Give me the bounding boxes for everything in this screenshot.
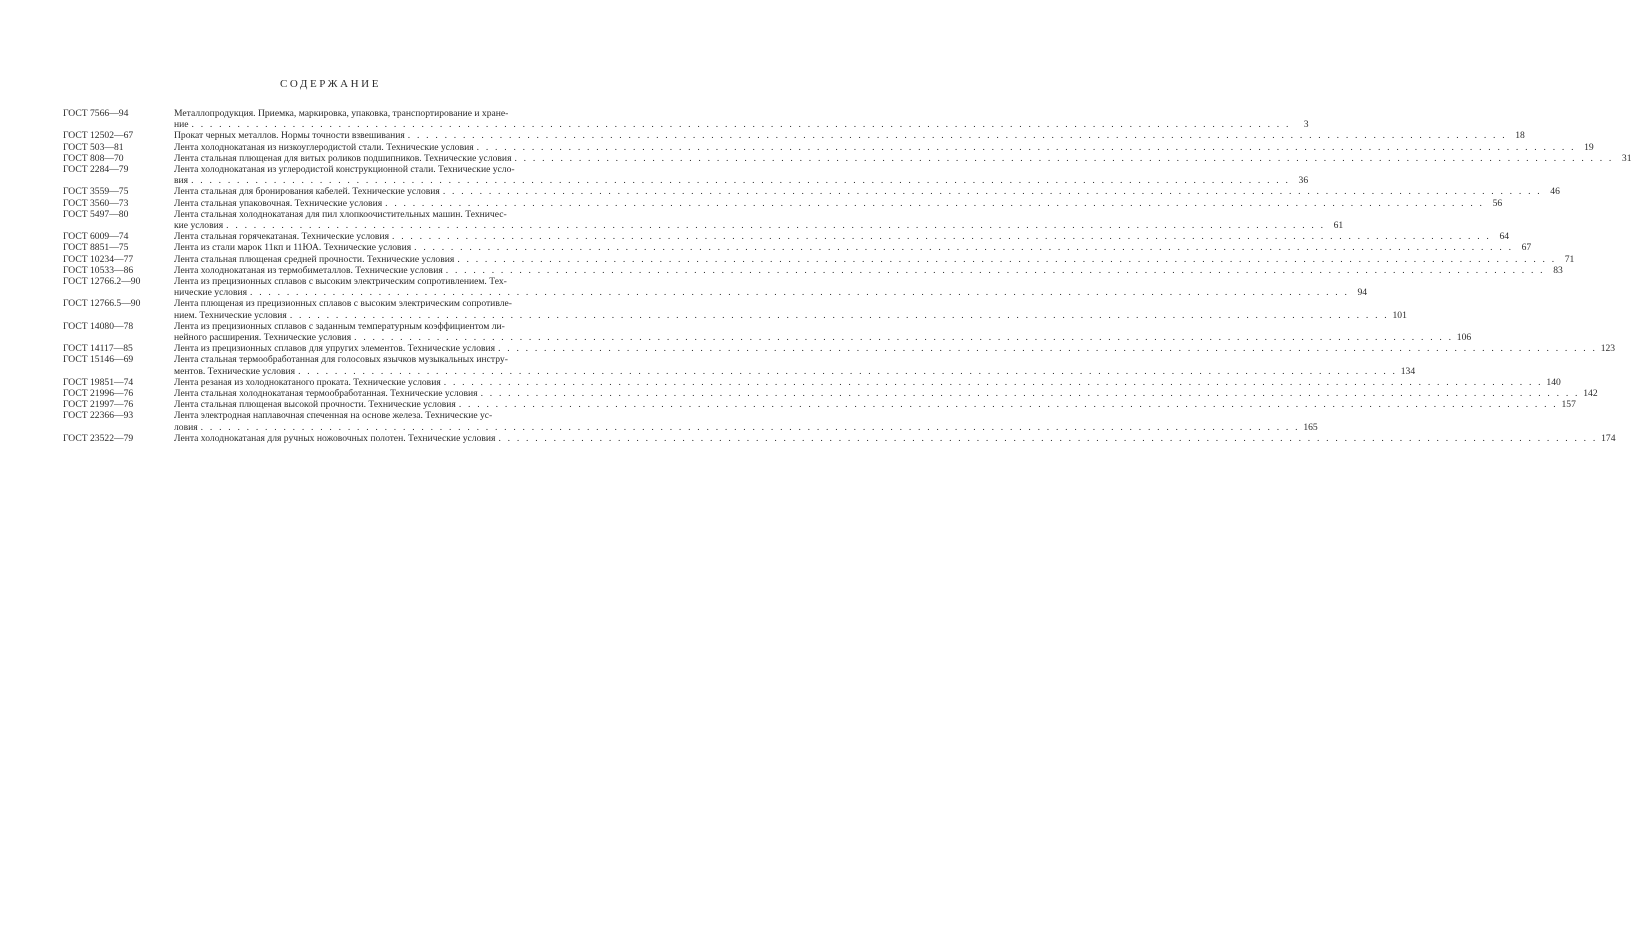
standard-code: ГОСТ 3560—73 [63,197,129,209]
dot-leader: . . . . . . . . . . . . . . . . . . . . . . . . . . . . . . . . . . . . . . . . . . . . . . . . . . . . . . . . . . . . . . . . . . . . . . . . . . . . . . . . . . . . . . . . . . . . . . . . . . . . . . . . . . . . . . . . . . . . . . . . [191,175,1291,187]
standard-code: ГОСТ 19851—74 [63,376,134,388]
entry-title-line: Лента холоднокатаная для ручных ножовочных полотен. Технические условия [174,432,496,444]
dot-leader: . . . . . . . . . . . . . . . . . . . . . . . . . . . . . . . . . . . . . . . . . . . . . . . . . . . . . . . . . . . . . . . . . . . . . . . . . . . . . . . . . . . . . . . . . . . . . . . . . . . . . . . . . . . . . . . . . . . . . . . . [414,242,1514,254]
entry-title-line: Металлопродукция. Приемка, маркировка, упаковка, транспортирование и хране- [174,108,509,119]
standard-code: ГОСТ 808—70 [63,152,124,164]
dot-leader: . . . . . . . . . . . . . . . . . . . . . . . . . . . . . . . . . . . . . . . . . . . . . . . . . . . . . . . . . . . . . . . . . . . . . . . . . . . . . . . . . . . . . . . . . . . . . . . . . . . . . . . . . . . . . . . . . . . . . . . . [385,197,1485,209]
entry-title-line: ментов. Технические условия [174,365,296,377]
dot-leader: . . . . . . . . . . . . . . . . . . . . . . . . . . . . . . . . . . . . . . . . . . . . . . . . . . . . . . . . . . . . . . . . . . . . . . . . . . . . . . . . . . . . . . . . . . . . . . . . . . . . . . . . . . . . . . . . . . . . . . . . [442,186,1542,198]
page-number: 67 [1521,242,1532,254]
page-number: 123 [1600,343,1616,355]
toc-entry [63,298,1407,321]
page-number: 64 [1499,231,1510,243]
entry-title-line: Лента стальная для бронирования кабелей. Технические условия [174,186,440,198]
entry-title-line: Лента стальная термообработанная для голосовых язычков музыкальных инстру- [174,354,508,366]
dot-leader: . . . . . . . . . . . . . . . . . . . . . . . . . . . . . . . . . . . . . . . . . . . . . . . . . . . . . . . . . . . . . . . . . . . . . . . . . . . . . . . . . . . . . . . . . . . . . . . . . . . . . . . . . . . . . . . . . . . . . . . . [443,376,1543,388]
dot-leader: . . . . . . . . . . . . . . . . . . . . . . . . . . . . . . . . . . . . . . . . . . . . . . . . . . . . . . . . . . . . . . . . . . . . . . . . . . . . . . . . . . . . . . . . . . . . . . . . . . . . . . . . . . . . . . . . . . . . . . . . [498,432,1598,444]
toc-entry [63,320,1472,344]
page-number: 106 [1456,332,1472,344]
entry-title-line: Лента стальная горячекатаная. Технические условия [174,231,389,243]
dot-leader: . . . . . . . . . . . . . . . . . . . . . . . . . . . . . . . . . . . . . . . . . . . . . . . . . . . . . . . . . . . . . . . . . . . . . . . . . . . . . . . . . . . . . . . . . . . . . . . . . . . . . . . . . . . . . . . . . . . . . . . . [250,287,1350,299]
standard-code: ГОСТ 7566—94 [63,108,129,119]
page-number: 31 [1621,152,1632,164]
toc-entry [63,253,1575,265]
entry-title-line: Лента стальная плющеная средней прочности. Технические условия [174,253,455,265]
page-title: СОДЕРЖАНИЕ [279,78,382,90]
page-number: 165 [1303,421,1318,433]
entry-title-line: нейного расширения. Технические условия [174,332,352,344]
toc-entry [63,164,1309,187]
entry-title-line: Лента холоднокатаная из низкоуглеродистой стали. Технические условия [174,141,474,153]
entry-title-line: вия [174,175,189,187]
page-number: 101 [1392,309,1407,321]
standard-code: ГОСТ 8851—75 [63,242,129,254]
page-number: 36 [1298,175,1309,187]
entry-title-line: нические условия [174,287,248,299]
entry-title-line: Лента электродная наплавочная спеченная на основе железа. Технические ус- [174,410,493,422]
dot-leader: . . . . . . . . . . . . . . . . . . . . . . . . . . . . . . . . . . . . . . . . . . . . . . . . . . . . . . . . . . . . . . . . . . . . . . . . . . . . . . . . . . . . . . . . . . . . . . . . . . . . . . . . . . . . . . . . . . . . . . . . [354,332,1454,344]
standard-code: ГОСТ 21997—76 [63,399,134,411]
page-number: 174 [1601,432,1616,444]
page-number: 3 [1303,119,1309,131]
toc-entry [63,276,1368,299]
standard-code: ГОСТ 22366—93 [63,410,134,422]
toc-entry [63,108,1309,131]
page-number: 140 [1546,376,1561,388]
entry-title-line: кие условия [174,220,224,232]
toc-entry [63,343,1616,355]
page-number: 46 [1550,186,1560,198]
standard-code: ГОСТ 23522—79 [63,432,134,444]
standard-code: ГОСТ 2284—79 [63,164,129,176]
table-of-contents [63,108,1632,444]
standard-code: ГОСТ 12766.2—90 [63,276,141,288]
standard-code: ГОСТ 14117—85 [63,343,133,355]
page-number: 142 [1583,388,1598,400]
standard-code: ГОСТ 14080—78 [63,320,134,332]
standard-code: ГОСТ 21996—76 [63,388,134,400]
entry-title-line: Прокат черных металлов. Нормы точности взвешивания [174,130,405,142]
page-number: 56 [1492,197,1503,209]
toc-entry [63,130,1525,142]
standard-code: ГОСТ 12766.5—90 [63,298,141,310]
toc-entry [63,231,1510,243]
entry-title-line: ловия [174,421,198,433]
standard-code: ГОСТ 3559—75 [63,186,129,198]
standard-code: ГОСТ 6009—74 [63,231,129,243]
toc-entry [63,410,1318,433]
entry-title-line: Лента стальная холоднокатаная для пил хлопкоочистительных машин. Техничес- [174,208,507,220]
toc-entry [63,242,1532,254]
entry-title-line: Лента стальная холоднокатаная термообработанная. Технические условия [174,388,478,400]
page-number: 83 [1553,264,1563,276]
dot-leader: . . . . . . . . . . . . . . . . . . . . . . . . . . . . . . . . . . . . . . . . . . . . . . . . . . . . . . . . . . . . . . . . . . . . . . . . . . . . . . . . . . . . . . . . . . . . . . . . . . . . . . . . . . . . . . . . . . . . . . . . [392,231,1492,243]
toc-entry [63,264,1563,276]
entry-title-line: Лента из стали марок 11кп и 11ЮА. Технические условия [174,242,412,254]
dot-leader: . . . . . . . . . . . . . . . . . . . . . . . . . . . . . . . . . . . . . . . . . . . . . . . . . . . . . . . . . . . . . . . . . . . . . . . . . . . . . . . . . . . . . . . . . . . . . . . . . . . . . . . . . . . . . . . . . . . . . . . . [445,264,1545,276]
page-number: 134 [1400,365,1416,377]
toc-entry [63,354,1416,377]
dot-leader: . . . . . . . . . . . . . . . . . . . . . . . . . . . . . . . . . . . . . . . . . . . . . . . . . . . . . . . . . . . . . . . . . . . . . . . . . . . . . . . . . . . . . . . . . . . . . . . . . . . . . . . . . . . . . . . . . . . . . . . . [480,388,1580,400]
entry-title-line: Лента стальная плющеная высокой прочности. Технические условия [174,399,456,411]
dot-leader: . . . . . . . . . . . . . . . . . . . . . . . . . . . . . . . . . . . . . . . . . . . . . . . . . . . . . . . . . . . . . . . . . . . . . . . . . . . . . . . . . . . . . . . . . . . . . . . . . . . . . . . . . . . . . . . . . . . . . . . . [407,130,1507,142]
dot-leader: . . . . . . . . . . . . . . . . . . . . . . . . . . . . . . . . . . . . . . . . . . . . . . . . . . . . . . . . . . . . . . . . . . . . . . . . . . . . . . . . . . . . . . . . . . . . . . . . . . . . . . . . . . . . . . . . . . . . . . . . [458,399,1558,411]
page-number: 61 [1333,220,1344,232]
toc-entry [63,399,1576,411]
dot-leader: . . . . . . . . . . . . . . . . . . . . . . . . . . . . . . . . . . . . . . . . . . . . . . . . . . . . . . . . . . . . . . . . . . . . . . . . . . . . . . . . . . . . . . . . . . . . . . . . . . . . . . . . . . . . . . . . . . . . . . . . [514,152,1614,164]
standard-code: ГОСТ 503—81 [63,141,124,153]
entry-title-line: Лента стальная плющеная для витых роликов подшипников. Технические условия [174,152,512,164]
entry-title-line: Лента плющеная из прецизионных сплавов с высоким электрическим сопротивле- [174,298,512,310]
entry-title-line: Лента из прецизионных сплавов для упругих элементов. Технические условия [174,343,496,355]
dot-leader: . . . . . . . . . . . . . . . . . . . . . . . . . . . . . . . . . . . . . . . . . . . . . . . . . . . . . . . . . . . . . . . . . . . . . . . . . . . . . . . . . . . . . . . . . . . . . . . . . . . . . . . . . . . . . . . . . . . . . . . . [457,253,1557,265]
dot-leader: . . . . . . . . . . . . . . . . . . . . . . . . . . . . . . . . . . . . . . . . . . . . . . . . . . . . . . . . . . . . . . . . . . . . . . . . . . . . . . . . . . . . . . . . . . . . . . . . . . . . . . . . . . . . . . . . . . . . . . . . [200,421,1300,433]
toc-entry [63,197,1503,209]
toc-entry [63,208,1344,232]
page-number: 18 [1515,130,1525,142]
entry-title-line: нием. Технические условия [174,309,287,321]
toc-entry [63,186,1560,198]
toc-entry [63,388,1598,400]
entry-title-line: Лента стальная упаковочная. Технические условия [174,197,383,209]
entry-title-line: Лента холоднокатаная из термобиметаллов. Технические условия [174,264,443,276]
toc-entry [63,152,1632,164]
standard-code: ГОСТ 5497—80 [63,208,129,220]
standard-code: ГОСТ 12502—67 [63,130,134,142]
page-number: 71 [1564,253,1575,265]
entry-title-line: Лента из прецизионных сплавов с заданным температурным коэффициентом ли- [174,320,505,332]
entry-title-line: Лента холоднокатаная из углеродистой конструкционной стали. Технические усло- [174,164,515,176]
toc-entry [63,432,1616,444]
standard-code: ГОСТ 15146—69 [63,354,134,366]
dot-leader: . . . . . . . . . . . . . . . . . . . . . . . . . . . . . . . . . . . . . . . . . . . . . . . . . . . . . . . . . . . . . . . . . . . . . . . . . . . . . . . . . . . . . . . . . . . . . . . . . . . . . . . . . . . . . . . . . . . . . . . . [226,220,1326,232]
standard-code: ГОСТ 10234—77 [63,253,134,265]
dot-leader: . . . . . . . . . . . . . . . . . . . . . . . . . . . . . . . . . . . . . . . . . . . . . . . . . . . . . . . . . . . . . . . . . . . . . . . . . . . . . . . . . . . . . . . . . . . . . . . . . . . . . . . . . . . . . . . . . . . . . . . . [476,141,1576,153]
page-number: 94 [1357,287,1368,299]
dot-leader: . . . . . . . . . . . . . . . . . . . . . . . . . . . . . . . . . . . . . . . . . . . . . . . . . . . . . . . . . . . . . . . . . . . . . . . . . . . . . . . . . . . . . . . . . . . . . . . . . . . . . . . . . . . . . . . . . . . . . . . . [298,365,1398,377]
toc-entry [63,376,1561,388]
dot-leader: . . . . . . . . . . . . . . . . . . . . . . . . . . . . . . . . . . . . . . . . . . . . . . . . . . . . . . . . . . . . . . . . . . . . . . . . . . . . . . . . . . . . . . . . . . . . . . . . . . . . . . . . . . . . . . . . . . . . . . . . [191,119,1291,131]
dot-leader: . . . . . . . . . . . . . . . . . . . . . . . . . . . . . . . . . . . . . . . . . . . . . . . . . . . . . . . . . . . . . . . . . . . . . . . . . . . . . . . . . . . . . . . . . . . . . . . . . . . . . . . . . . . . . . . . . . . . . . . . [498,343,1598,355]
standard-code: ГОСТ 10533—86 [63,264,134,276]
entry-title-line: Лента резаная из холоднокатаного проката. Технические условия [174,376,441,388]
entry-title-line: ние [174,119,189,131]
page-number: 19 [1584,141,1594,153]
page-number: 157 [1561,399,1576,411]
dot-leader: . . . . . . . . . . . . . . . . . . . . . . . . . . . . . . . . . . . . . . . . . . . . . . . . . . . . . . . . . . . . . . . . . . . . . . . . . . . . . . . . . . . . . . . . . . . . . . . . . . . . . . . . . . . . . . . . . . . . . . . . [289,309,1389,321]
entry-title-line: Лента из прецизионных сплавов с высоким электрическим сопротивлением. Тех- [174,276,507,288]
toc-entry [63,141,1594,153]
